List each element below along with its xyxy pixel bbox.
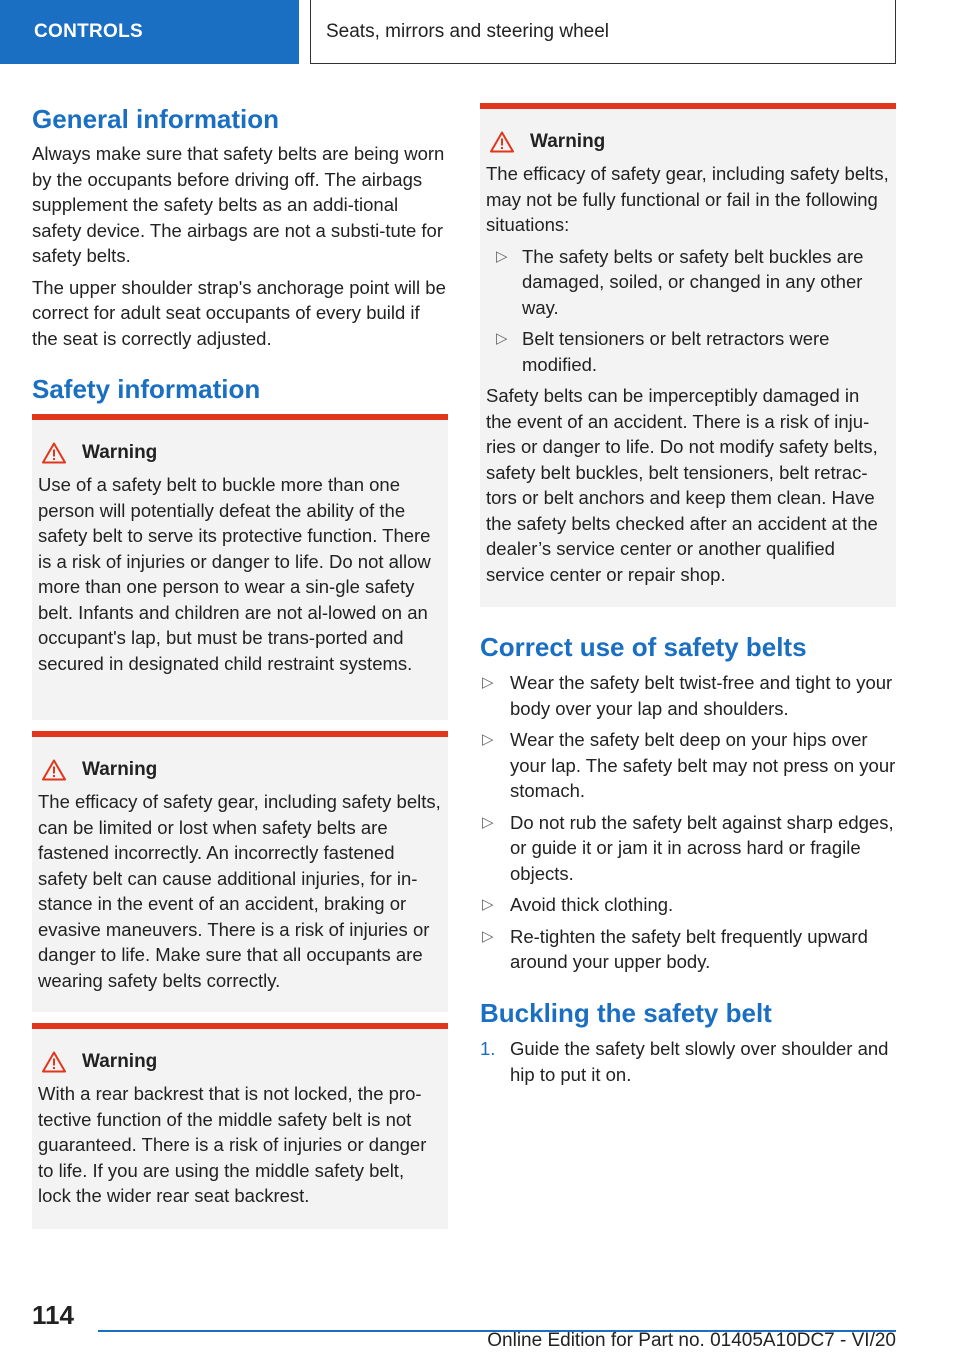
warning-triangle-icon: [490, 131, 514, 153]
header-chapter-title: [310, 0, 896, 64]
page-number: 114: [32, 1300, 74, 1330]
warning-box-3: [32, 1023, 448, 1229]
warning-triangle-icon: [42, 759, 66, 781]
triangle-bullet-icon: ▷: [496, 247, 508, 265]
header-chapter-label: Seats, mirrors and steering wheel: [326, 20, 610, 42]
section-title-general-information: General information: [32, 104, 280, 134]
section-title-correct-use: Correct use of safety belts: [480, 632, 807, 662]
list-item: ▷ The safety belts or safety belt buckles are damaged, soiled, or changed in any other way.: [496, 245, 864, 318]
warning-box-right: [480, 103, 896, 607]
header-section-label: CONTROLS: [34, 21, 144, 42]
warning-box-1-text: Use of a safety belt to buckle more than one person will potentially defeat the ability of the safety belt to serve its protective function. There is a risk of injuries or danger to life. Do not allow more than one person to wear a sin-gle safety belt. Infants and children are not al-lowed on an occupant's lap, but must be trans-ported and secured in designated child restraint systems.: [38, 474, 431, 674]
warning-box-3-title: [38, 1049, 442, 1075]
triangle-bullet-icon: ▷: [482, 896, 494, 913]
warning-box-right-list: [486, 244, 890, 378]
list-item: ▷ Belt tensioners or belt retractors were modified.: [496, 328, 830, 375]
warning-box-1-title: [38, 440, 442, 466]
general-paragraph-2: The upper shoulder strap's anchorage point will be correct for adult seat occupants of every build if the seat is correctly adjusted.: [32, 276, 446, 349]
section-title-safety-information: Safety information: [32, 374, 261, 404]
footer-edition: Online Edition for Part no. 01405A10DC7 - VI/20: [487, 1330, 896, 1351]
triangle-bullet-icon: ▷: [482, 674, 494, 691]
general-paragraph-1: Always make sure that safety belts are being worn by the occupants before driving off. The airbags supplement the safety belts as an addi-tional safety device. The airbags are not a substi-tute for safety belts.: [32, 143, 445, 266]
correct-use-list: [480, 664, 896, 981]
general-information-body: [32, 141, 448, 351]
warning-box-right-title: [486, 129, 890, 155]
header-section-tab: [0, 0, 299, 64]
warning-box-right-intro: The efficacy of safety gear, including safety belts, may not be fully functional or fail in the following situations:: [486, 163, 889, 235]
list-item: ▷ Wear the safety belt twist-free and tight to your body over your lap and shoulders.: [482, 672, 893, 719]
triangle-bullet-icon: ▷: [482, 731, 494, 748]
list-item: 1. Guide the safety belt slowly over shoulder and hip to put it on.: [480, 1038, 889, 1085]
section-title-buckling: Buckling the safety belt: [480, 998, 772, 1028]
warning-box-1-title-text: Warning: [82, 442, 158, 463]
warning-box-2: [32, 731, 448, 1012]
warning-triangle-icon: [42, 442, 66, 464]
list-item: ▷ Re-tighten the safety belt frequently upward around your upper body.: [482, 925, 868, 972]
list-item: ▷ Wear the safety belt deep on your hips over your lap. The safety belt may not press on your stomach.: [482, 729, 896, 801]
warning-box-2-title: [38, 757, 442, 783]
triangle-bullet-icon: ▷: [482, 813, 494, 831]
step-number: 1.: [480, 1038, 496, 1059]
warning-box-2-text: The efficacy of safety gear, including safety belts, can be limited or lost when safety belts are fastened incorrectly. An incorrectly fastened safety belt can cause additional injuries, for in-stance in the event of an accident, braking or evasive maneuvers. There is a risk of injuries or danger to life. Make sure that all occupants are wearing safety belts correctly.: [38, 791, 441, 991]
list-item: ▷ Avoid thick clothing.: [480, 892, 896, 918]
warning-box-right-title-text: Warning: [530, 131, 606, 152]
warning-triangle-icon: [42, 1051, 66, 1073]
buckling-steps-list: [480, 1030, 896, 1093]
warning-box-3-title-text: Warning: [82, 1051, 158, 1072]
warning-box-3-text: With a rear backrest that is not locked, the pro-tective function of the middle safety belt is not guaranteed. There is a risk of injuries or danger to life. If you are using the middle safety belt, lock the wider rear seat backrest.: [38, 1083, 427, 1206]
warning-box-right-outro: Safety belts can be imperceptibly damaged in the event of an accident. There is a risk of inju-ries or danger to life. Do not modify safety belts, safety belt buckles, belt tensioners, belt retrac-tors or belt anchors and keep them clean. Have the safety belts checked after an accident at the dealer’s service center or another qualified service center or repair shop.: [486, 385, 878, 585]
list-item: ▷ Do not rub the safety belt against sharp edges, or guide it or jam it in across hard or fragile objects.: [482, 811, 894, 884]
warning-box-2-title-text: Warning: [82, 759, 158, 780]
triangle-bullet-icon: ▷: [496, 330, 508, 347]
triangle-bullet-icon: ▷: [482, 927, 494, 945]
warning-box-1: [32, 414, 448, 720]
